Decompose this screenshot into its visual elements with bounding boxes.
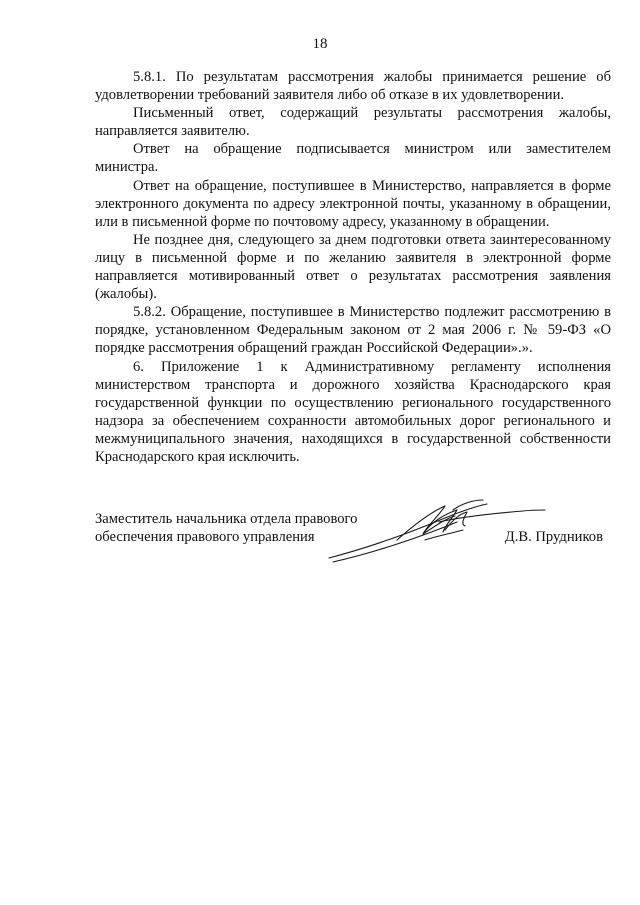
page-number: 18 — [312, 36, 328, 52]
paragraph-answer-delivery: Ответ на обращение, поступившее в Министерство, направляется в форме электронного документа по адресу электронной почты, указанному в обращении, или в письменной форме по почтовому адресу, указанному в обращении. — [95, 177, 611, 230]
signatory-title-line-2: обеспечения правового управления — [95, 529, 315, 545]
paragraph-5-8-1: 5.8.1. По результатам рассмотрения жалобы принимается решение об удовлетворении требований заявителя либо об отказе в их удовлетворении. — [95, 69, 611, 104]
paragraph-answer-signed: Ответ на обращение подписывается министром или заместителем министра. — [95, 141, 611, 176]
signatory-title-line-1: Заместитель начальника отдела правового — [95, 511, 358, 527]
paragraph-written-answer: Письменный ответ, содержащий результаты рассмотрения жалобы, направляется заявителю. — [95, 105, 611, 140]
document-body — [95, 68, 611, 466]
paragraph-answer-deadline: Не позднее дня, следующего за днем подготовки ответа заинтересованному лицу в письменной форме и по желанию заявителя в электронной форме направляется мотивированный ответ о результатах рассмотрения заявления (жалобы). — [95, 231, 611, 303]
signature-block — [95, 510, 611, 590]
signatory-name: Д.В. Прудников — [504, 529, 603, 545]
paragraph-5-8-2: 5.8.2. Обращение, поступившее в Министерство подлежит рассмотрению в порядке, установленном Федеральным законом от 2 мая 2006 г. № 59-ФЗ «О порядке рассмотрения обращений граждан Российской Федерации».». — [95, 304, 611, 357]
paragraph-6-appendix: 6. Приложение 1 к Административному регламенту исполнения министерством транспорта и дорожного хозяйства Краснодарского края государственной функции по осуществлению регионального государственного надзора за обеспечением сохранности автомобильных дорог регионального и межмуниципального значения, находящихся в государственной собственности Краснодарского края исключить. — [95, 358, 611, 465]
